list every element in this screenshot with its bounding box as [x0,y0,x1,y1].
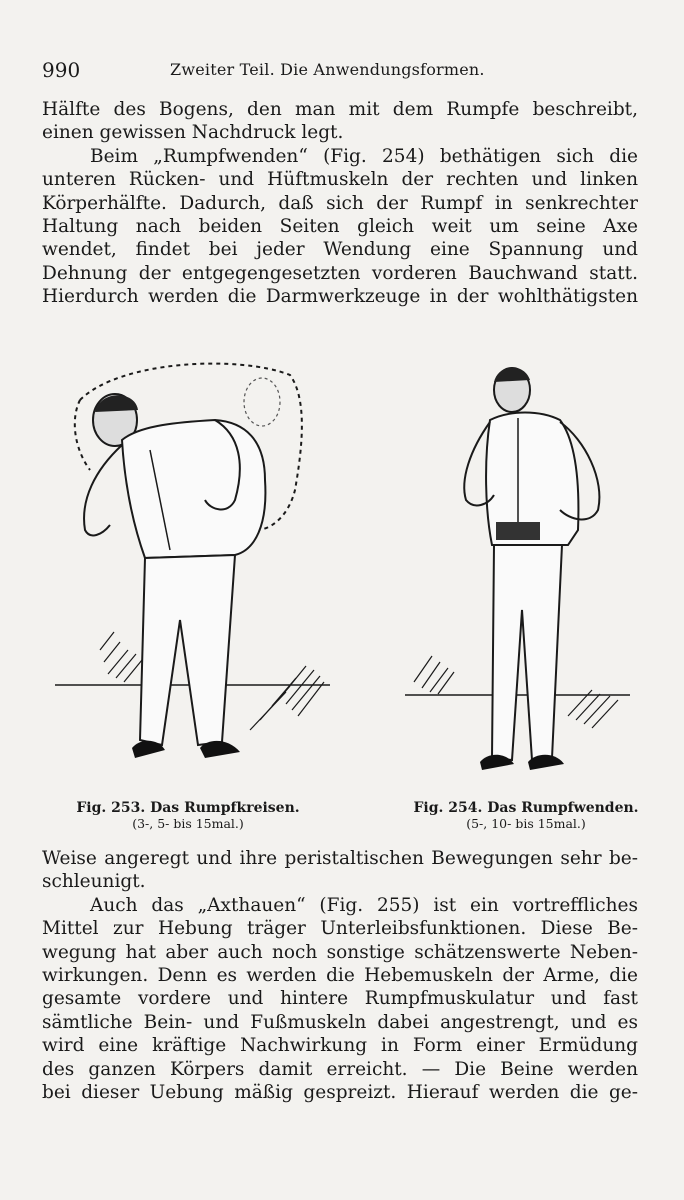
text-line: wird eine kräftige Nachwirkung in Form einer Ermüdung [42,1035,638,1057]
text-line: Hierdurch werden die Darmwerkzeuge in der wohlthätigsten [42,286,638,308]
text-line: Hälfte des Bogens, den man mit dem Rumpfe beschreibt, [42,99,638,120]
text-line: bei dieser Uebung mäßig gespreizt. Hierauf werden die ge- [42,1081,638,1103]
figure-caption-254 [396,800,656,832]
text-line: Auch das „Axthauen“ (Fig. 255) ist ein vortreffliches [90,894,638,916]
text-line: sämtliche Bein- und Fußmuskeln dabei angestrengt, und es [42,1011,638,1033]
text-line: unteren Rücken- und Hüftmuskeln der rechten und linken [42,169,638,191]
bottom-paragraph [42,847,638,1104]
text-line: wendet, findet bei jeder Wendung eine Spannung und [42,239,638,261]
text-line: wirkungen. Denn es werden die Hebemuskeln der Arme, die [42,964,638,986]
top-paragraph [42,98,638,309]
figure-rumpfkreisen-illustration [40,360,340,800]
page-number: 990 [42,58,81,82]
figure-caption-253 [38,800,338,832]
running-head-title: Zweiter Teil. Die Anwendungsformen. [170,60,485,79]
text-line: des ganzen Körpers damit erreicht. — Die Beine werden [42,1058,638,1080]
caption-title: Fig. 254. Das Rumpfwenden. [413,800,639,816]
text-line: Mittel zur Hebung träger Unterleibsfunktionen. Diese Be- [42,918,638,940]
text-line: einen gewissen Nachdruck legt. [42,122,344,144]
caption-repetitions: (5-, 10- bis 15mal.) [466,816,586,831]
figure-rumpfwenden-illustration [400,360,640,800]
text-line: Beim „Rumpfwenden“ (Fig. 254) bethätigen sich die [90,145,638,167]
text-line: schleunigt. [42,871,146,893]
caption-repetitions: (3-, 5- bis 15mal.) [132,816,244,831]
text-line: Körperhälfte. Dadurch, daß sich der Rumpf in senkrechter [42,192,638,214]
text-line: Haltung nach beiden Seiten gleich weit um seine Axe [42,215,638,237]
text-line: Dehnung der entgegengesetzten vorderen Bauchwand statt. [42,262,638,284]
text-line: wegung hat aber auch noch sonstige schätzenswerte Neben- [42,941,638,963]
text-line: gesamte vordere und hintere Rumpfmuskulatur und fast [42,988,638,1010]
caption-title: Fig. 253. Das Rumpfkreisen. [76,800,300,816]
text-line: Weise angeregt und ihre peristaltischen Bewegungen sehr be- [42,848,638,869]
